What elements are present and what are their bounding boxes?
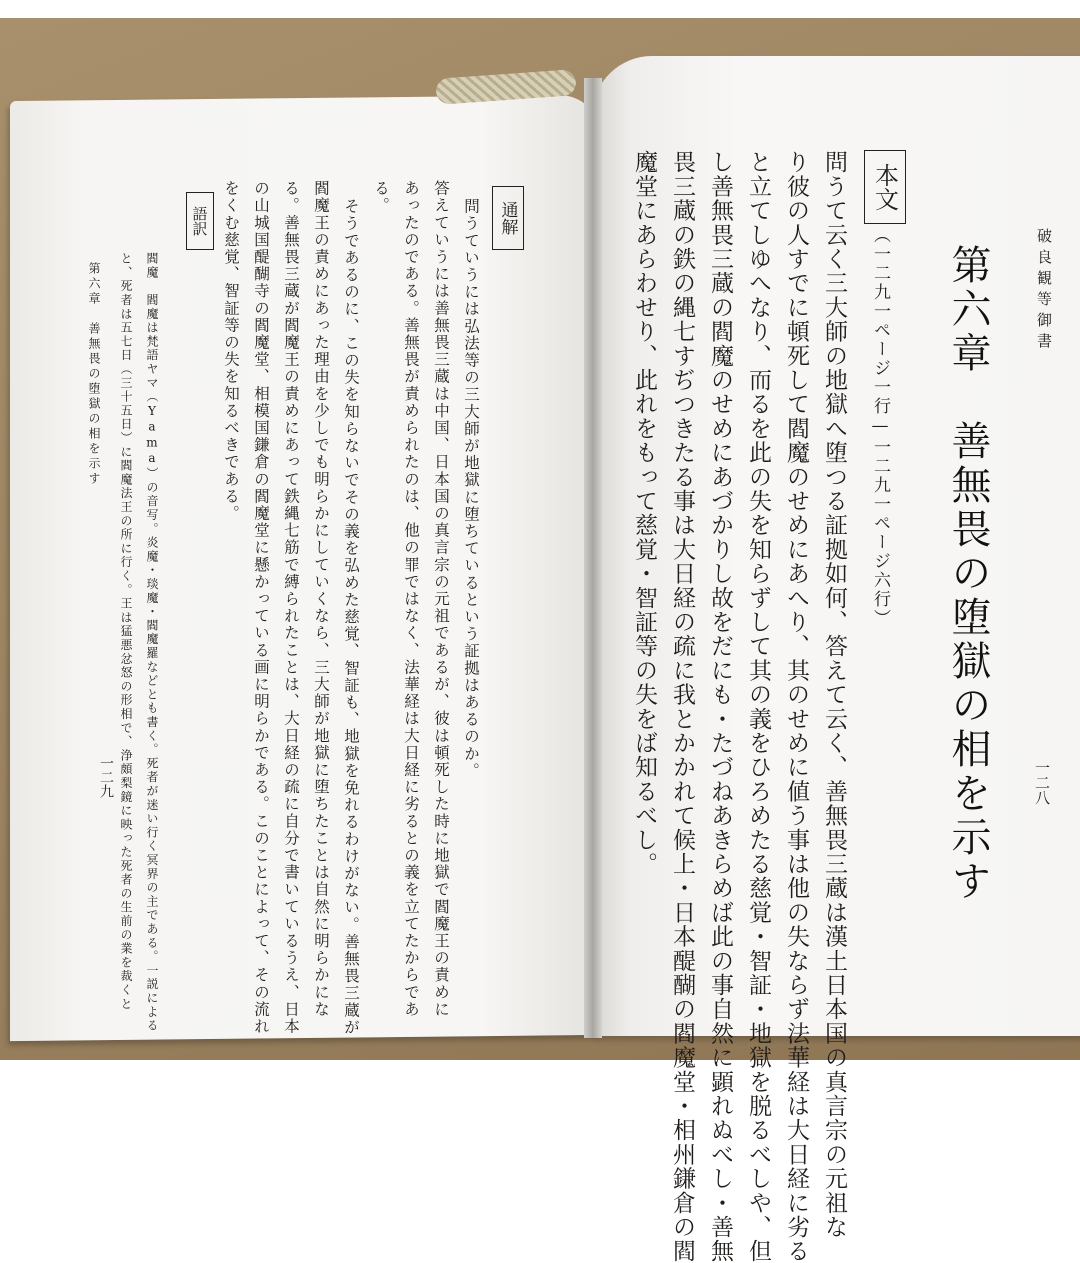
main-text-line: と立てしゆへなり、而るを此の失を知らずして其の義をひろめたる慈覚・智証・地獄を脱るべしや、但 — [745, 150, 771, 1263]
translation-line: 答えていうには善無畏三蔵は中国、日本国の真言宗の元祖であるが、彼は頓死した時に地獄で閻魔王の責めに — [432, 180, 450, 1018]
page-range: （一二九一ページ一行—一二九一ページ六行） — [870, 226, 890, 628]
gloss-line: と、死者は五七日（三十五日）に閻魔法王の所に行く。王は猛悪忿怒の形相で、浄頗梨鏡に映った死者の生前の業を裁くと — [119, 252, 133, 1011]
section-label-tsuukai: 通解 — [492, 186, 524, 250]
section-label-honbun: 本文 — [864, 150, 906, 224]
translation-line: の山城国醍醐寺の閻魔堂、相模国鎌倉の閻魔堂に懸かっている画に明らかである。このことによって、その流れ — [252, 180, 270, 1035]
running-header: 破良観等御書 — [1035, 228, 1053, 354]
translation-line: る。 — [372, 180, 390, 215]
running-footer: 第六章 善無畏の堕獄の相を示す — [87, 262, 101, 487]
section-label-goyaku: 語訳 — [186, 192, 214, 250]
main-text-line: し善無畏三蔵の閻魔のせめにあづかりし故をだにも・たづねあきらめば此の事自然に顕れぬべし・善無 — [707, 150, 733, 1263]
translation-line: をくむ慈覚、智証等の失を知るべきである。 — [222, 180, 240, 522]
chapter-title: 第六章 善無畏の堕獄の相を示す — [945, 244, 991, 904]
main-text-line: り彼の人すでに頓死して閻魔のせめにあへり、其のせめに値う事は他の失ならず法華経は大日経に劣る — [783, 150, 809, 1263]
translation-line: 問うていうには弘法等の三大師が地獄に堕ちているという証拠はあるのか。 — [462, 198, 480, 780]
page-number-right: 一二八 — [1033, 760, 1051, 805]
book-photo — [0, 18, 1080, 1060]
main-text-line: 問うて云く三大師の地獄へ堕つる証拠如何、答えて云く、善無畏三蔵は漢土日本国の真言宗の元祖な — [821, 150, 847, 1239]
book-gutter — [584, 78, 602, 1038]
translation-line: る。善無畏三蔵が閻魔王の責めにあって鉄縄七筋で縛られたことは、大日経の疏に自分で書いているうえ、日本 — [282, 180, 300, 1035]
translation-line: そうであるのに、この失を知らないでその義を弘めた慈覚、智証も、地獄を免れるわけがない。善無畏三蔵が — [342, 198, 360, 1036]
gloss-line: 閻魔 閻魔は梵語ヤマ（Yama）の音写。炎魔・琰魔・閻魔羅などとも書く。死者が迷い行く冥界の主である。一説による — [145, 252, 159, 1033]
translation-line: あったのである。善無畏が責められたのは、他の罪ではなく、法華経は大日経に劣るとの義を立てたからであ — [402, 180, 420, 1018]
main-text-line: 魔堂にあらわせり、此れをもって慈覚・智証等の失をば知るべし。 — [631, 150, 657, 876]
translation-line: 閻魔王の責めにあった理由を少しでも明らかにしていくなら、三大師が地獄に堕ちたことは自然に明らかにな — [312, 180, 330, 1018]
page-number-left: 一二九 — [98, 756, 114, 798]
main-text-line: 畏三蔵の鉄の縄七すぢつきたる事は大日経の疏に我とかかれて候上・日本醍醐の閻魔堂・相州鎌倉の閻 — [669, 150, 695, 1263]
